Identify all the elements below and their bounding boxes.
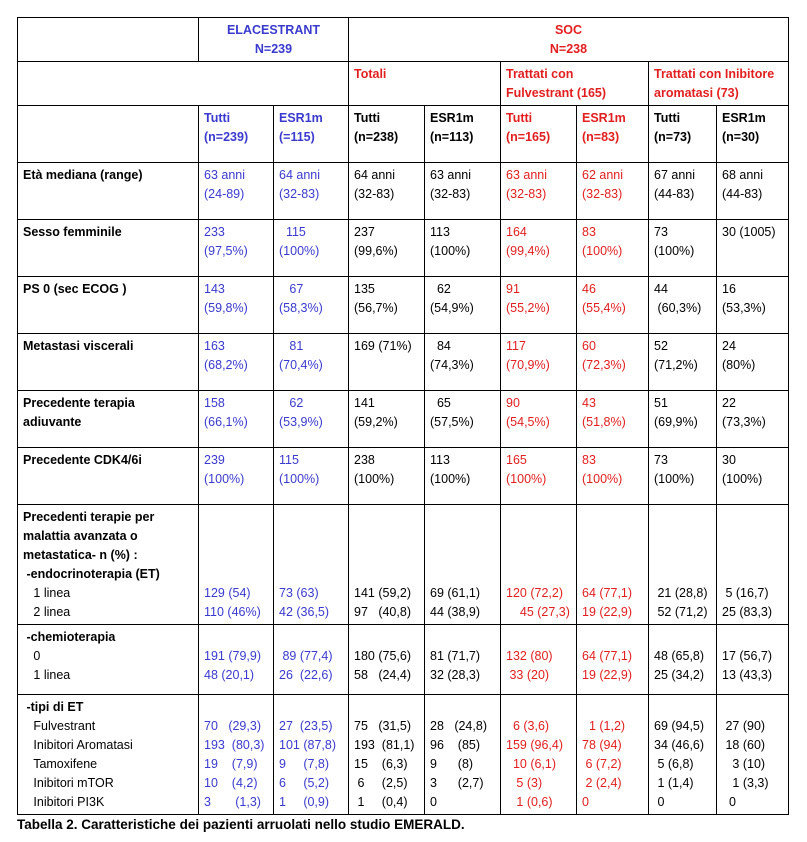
table-cell-value: 191 (79,9) 48 (20,1) [204, 649, 261, 682]
table-cell [577, 695, 649, 815]
table-cell [349, 505, 425, 625]
subheader: Tutti (n=73) [649, 106, 717, 163]
header-inibitore-aromatasi: Trattati con Inibitore aromatasi (73) [649, 62, 789, 106]
table-cell [349, 695, 425, 815]
table-cell-value: 69 (61,1) 44 (38,9) [430, 586, 481, 619]
table-cell [649, 505, 717, 625]
row-label: PS 0 (sec ECOG ) [18, 277, 199, 334]
table-cell: 16 (53,3%) [717, 277, 789, 334]
table-cell: 238 (100%) [349, 448, 425, 505]
table-cell [577, 505, 649, 625]
table-cell-value: 81 (71,7) 32 (28,3) [430, 649, 481, 682]
table-cell-value: 27 (90) 18 (60) 3 (10) 1 (3,3) 0 [725, 719, 769, 809]
row-label: Età mediana (range) [18, 163, 199, 220]
table-cell: 67 anni (44-83) [649, 163, 717, 220]
table-cell: 64 anni (32-83) [274, 163, 349, 220]
table-cell [349, 625, 425, 695]
table-cell [274, 625, 349, 695]
table-cell: 73 (100%) [649, 448, 717, 505]
et-lines: 1 linea 2 linea [33, 586, 71, 619]
table-cell-value: 69 (94,5) 34 (46,6) 5 (6,8) 1 (1,4) 0 [654, 719, 705, 809]
table-cell [717, 695, 789, 815]
et-label: -endocrinoterapia (ET) [23, 567, 160, 581]
subheader: Tutti (n=239) [199, 106, 274, 163]
header-soc: SOC N=238 [349, 18, 789, 62]
table-cell [501, 625, 577, 695]
table-cell: 169 (71%) [349, 334, 425, 391]
table-cell-value: 120 (72,2) 45 (27,3) [506, 586, 570, 619]
chemo-label: -chemioterapia [23, 630, 116, 644]
row-label: Sesso femminile [18, 220, 199, 277]
table-cell: 237 (99,6%) [349, 220, 425, 277]
table-cell: 64 anni (32-83) [349, 163, 425, 220]
table-cell [649, 695, 717, 815]
table-cell [501, 505, 577, 625]
table-cell: 165 (100%) [501, 448, 577, 505]
table-cell: 81 (70,4%) [274, 334, 349, 391]
table-cell-value: 64 (77,1) 19 (22,9) [582, 586, 633, 619]
header-elacestrant: ELACESTRANT N=239 [199, 18, 349, 62]
table-cell [199, 625, 274, 695]
table-cell: 30 (1005) [717, 220, 789, 277]
table-cell-value: 89 (77,4) 26 (22,6) [279, 649, 333, 682]
chemo-label-cell [18, 625, 199, 695]
chemo-lines: 0 1 linea [33, 649, 71, 682]
subheader: Tutti (n=165) [501, 106, 577, 163]
table-cell: 43 (51,8%) [577, 391, 649, 448]
table-cell [501, 695, 577, 815]
table-cell: 141 (59,2%) [349, 391, 425, 448]
subheader: ESR1m (=115) [274, 106, 349, 163]
table-cell: 22 (73,3%) [717, 391, 789, 448]
table-cell: 113 (100%) [425, 448, 501, 505]
table-cell: 44 (60,3%) [649, 277, 717, 334]
table-cell: 60 (72,3%) [577, 334, 649, 391]
table-cell [717, 505, 789, 625]
row-label: Precedente terapia adiuvante [18, 391, 199, 448]
table-cell-value: 73 (63) 42 (36,5) [279, 586, 330, 619]
subheader: Tutti (n=238) [349, 106, 425, 163]
table-cell [274, 505, 349, 625]
table-cell: 239 (100%) [199, 448, 274, 505]
header-totali: Totali [349, 62, 501, 106]
corner-cell [18, 18, 199, 62]
subheader: ESR1m (n=83) [577, 106, 649, 163]
table-cell-value: 28 (24,8) 96 (85) 9 (8) 3 (2,7) 0 [430, 719, 487, 809]
table-cell: 52 (71,2%) [649, 334, 717, 391]
table-cell [649, 625, 717, 695]
row-label: Precedente CDK4/6i [18, 448, 199, 505]
et-types-label-cell [18, 695, 199, 815]
table-cell-value: 5 (16,7) 25 (83,3) [722, 586, 773, 619]
table-cell-value: 64 (77,1) 19 (22,9) [582, 649, 633, 682]
table-cell-value: 17 (56,7) 13 (43,3) [722, 649, 773, 682]
table-cell: 63 anni (32-83) [501, 163, 577, 220]
table-cell: 91 (55,2%) [501, 277, 577, 334]
table-cell-value: 75 (31,5) 193 (81,1) 15 (6,3) 6 (2,5) 1 (0,4) [354, 719, 415, 809]
table-cell: 115 (100%) [274, 220, 349, 277]
table-cell: 63 anni (24-89) [199, 163, 274, 220]
table-cell: 65 (57,5%) [425, 391, 501, 448]
table-cell: 67 (58,3%) [274, 277, 349, 334]
table-cell: 73 (100%) [649, 220, 717, 277]
table-cell: 115 (100%) [274, 448, 349, 505]
table-cell-value: 27 (23,5) 101 (87,8) 9 (7,8) 6 (5,2) 1 (0,9) [279, 719, 336, 809]
table-cell: 63 anni (32-83) [425, 163, 501, 220]
et-types-lines: Fulvestrant Inibitori Aromatasi Tamoxifene Inibitori mTOR Inibitori PI3K [33, 719, 133, 809]
table-cell-value: 21 (28,8) 52 (71,2) [657, 586, 708, 619]
table-cell: 84 (74,3%) [425, 334, 501, 391]
table-cell: 164 (99,4%) [501, 220, 577, 277]
table-cell: 90 (54,5%) [501, 391, 577, 448]
table-cell-value: 141 (59,2) 97 (40,8) [354, 586, 411, 619]
table-cell: 62 (54,9%) [425, 277, 501, 334]
prev-therapies-label: Precedenti terapie per malattia avanzata o metastatica- n (%) : [23, 510, 155, 562]
table-cell: 24 (80%) [717, 334, 789, 391]
table-cell [425, 625, 501, 695]
table-cell: 62 (53,9%) [274, 391, 349, 448]
table-cell: 158 (66,1%) [199, 391, 274, 448]
table-caption: Tabella 2. Caratteristiche dei pazienti arruolati nello studio EMERALD. [17, 817, 465, 832]
table-cell: 30 (100%) [717, 448, 789, 505]
table-cell [274, 695, 349, 815]
table-cell: 62 anni (32-83) [577, 163, 649, 220]
table-cell-value: 1 (1,2) 78 (94) 6 (7,2) 2 (2,4) 0 [582, 719, 626, 809]
header-fulvestrant: Trattati con Fulvestrant (165) [501, 62, 649, 106]
prev-therapies-label-cell [18, 505, 199, 625]
subheader: ESR1m (n=113) [425, 106, 501, 163]
table-cell: 46 (55,4%) [577, 277, 649, 334]
et-types-label: -tipi di ET [23, 700, 84, 714]
table-cell: 135 (56,7%) [349, 277, 425, 334]
table-cell-value: 180 (75,6) 58 (24,4) [354, 649, 411, 682]
table-cell: 83 (100%) [577, 220, 649, 277]
table-cell-value: 70 (29,3) 193 (80,3) 19 (7,9) 10 (4,2) 3 (1,3) [204, 719, 265, 809]
table-cell: 83 (100%) [577, 448, 649, 505]
table-cell: 113 (100%) [425, 220, 501, 277]
table-cell [425, 695, 501, 815]
table-cell: 51 (69,9%) [649, 391, 717, 448]
table-cell [425, 505, 501, 625]
table-cell: 163 (68,2%) [199, 334, 274, 391]
emerald-table [17, 17, 789, 815]
table-cell-value: 48 (65,8) 25 (34,2) [654, 649, 705, 682]
table-cell-value: 6 (3,6) 159 (96,4) 10 (6,1) 5 (3) 1 (0,6) [506, 719, 563, 809]
subheader: ESR1m (n=30) [717, 106, 789, 163]
empty-cell [18, 62, 349, 106]
table-cell [199, 695, 274, 815]
table-cell: 233 (97,5%) [199, 220, 274, 277]
table-cell-value: 129 (54) 110 (46%) [204, 586, 261, 619]
table-cell-value: 132 (80) 33 (20) [506, 649, 553, 682]
table-cell: 117 (70,9%) [501, 334, 577, 391]
table-cell [717, 625, 789, 695]
row-label: Metastasi viscerali [18, 334, 199, 391]
table-cell [577, 625, 649, 695]
table-cell: 143 (59,8%) [199, 277, 274, 334]
table-cell [199, 505, 274, 625]
empty-cell [18, 106, 199, 163]
table-cell: 68 anni (44-83) [717, 163, 789, 220]
